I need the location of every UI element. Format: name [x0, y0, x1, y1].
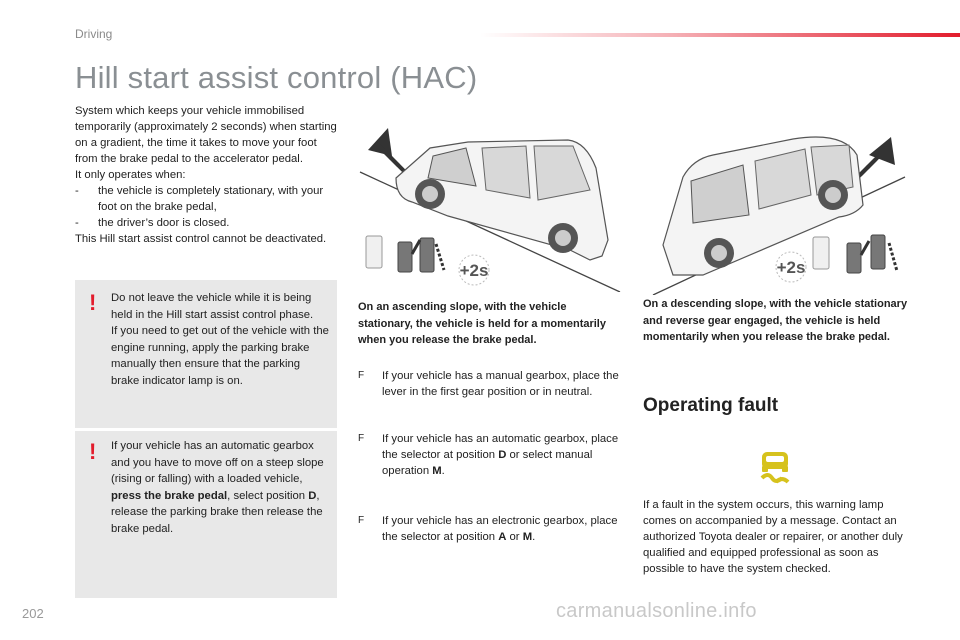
- condition-item: [75, 183, 337, 215]
- timer-label: +2s: [776, 258, 806, 277]
- warning-icon: !: [89, 439, 97, 464]
- condition-text: the vehicle is completely stationary, with your foot on the brake pedal,: [98, 185, 324, 213]
- warning-paragraph: Do not leave the vehicle while it is being held in the Hill start assist control phase.: [111, 292, 314, 321]
- warning-emphasis: D: [308, 489, 317, 502]
- gear-position-a: A: [498, 531, 507, 543]
- pedals-icon: [366, 236, 444, 272]
- van-icon: [663, 137, 863, 275]
- dash-marker: -: [75, 217, 79, 229]
- dash-marker: -: [75, 185, 79, 197]
- bullet-manual-gearbox: [358, 368, 623, 400]
- ascending-slope-lead: On an ascending slope, with the vehicle stationary, the vehicle is held for a momentarily when you release the brake pedal.: [358, 301, 606, 346]
- bullet-text-part: .: [441, 465, 445, 477]
- pedals-icon: [813, 235, 897, 273]
- condition-item: [75, 215, 337, 231]
- warning-text: [111, 290, 331, 389]
- ascending-arrow-icon: [368, 128, 407, 174]
- bullet-text-part: or select manual operation: [382, 449, 593, 477]
- warning-text-part: If your vehicle has an automatic gearbox and you have to move off on a steep slope (rising or falling) with a loaded vehicle,: [111, 440, 324, 485]
- timer-badge: [776, 252, 806, 282]
- gear-position-m: M: [432, 465, 442, 477]
- bullet-text-part: If your vehicle has an automatic gearbox, place the selector at position: [382, 433, 619, 461]
- bullet-marker: F: [358, 433, 365, 444]
- bullet-text: [382, 431, 623, 479]
- gear-position-d: D: [498, 449, 507, 461]
- operating-fault-text: If a fault in the system occurs, this warning lamp comes on accompanied by a message. Contact an authorized Toyota dealer or repairer, or another duly qualified and equipped professional as soon as possible to have the system checked.: [643, 499, 903, 575]
- section-label: Driving: [75, 27, 113, 41]
- bullet-text-part: or: [509, 531, 520, 543]
- intro-note: This Hill start assist control cannot be deactivated.: [75, 233, 327, 245]
- bullet-electronic-gearbox: [358, 513, 623, 545]
- hill-start-warning-icon: [756, 448, 794, 486]
- ascending-slope-illustration: [358, 120, 628, 292]
- bullet-marker: F: [358, 515, 365, 526]
- warning-text: [111, 438, 331, 537]
- warning-text-part: , release the parking brake then release the brake pedal.: [111, 489, 323, 535]
- page-number: 202: [22, 606, 44, 621]
- warning-text-part: , select position: [227, 489, 306, 502]
- intro-conditions-lead: It only operates when:: [75, 169, 186, 181]
- descending-slope-lead: On a descending slope, with the vehicle stationary and reverse gear engaged, the vehicle is held momentarily when you release the brake pedal.: [643, 298, 908, 343]
- gear-position-m: M: [522, 531, 533, 543]
- bullet-text: [382, 513, 623, 545]
- timer-badge: [459, 255, 489, 285]
- timer-label: +2s: [459, 261, 489, 280]
- warning-emphasis: press the brake pedal: [111, 489, 228, 502]
- bullet-text: If your vehicle has a manual gearbox, place the lever in the first gear position or in neutral.: [382, 370, 619, 398]
- bullet-automatic-gearbox: [358, 431, 623, 479]
- intro-paragraph: System which keeps your vehicle immobilised temporarily (approximately 2 seconds) when starting on a gradient, the time it takes to move your foot from the brake pedal to the accelerator pedal.: [75, 105, 337, 165]
- page-title: Hill start assist control (HAC): [75, 60, 478, 95]
- condition-text: the driver’s door is closed.: [98, 217, 230, 229]
- warning-box-stationary: [75, 280, 337, 428]
- bullet-text-part: .: [532, 531, 536, 543]
- operating-fault-heading: Operating fault: [643, 395, 779, 416]
- warning-icon: !: [89, 290, 97, 315]
- warning-box-automatic: [75, 428, 337, 598]
- bullet-marker: F: [358, 370, 365, 381]
- header-accent-bar: [480, 33, 960, 37]
- watermark: carmanualsonline.info: [556, 600, 757, 622]
- bullet-text-part: If your vehicle has an electronic gearbox, place the selector at position: [382, 515, 618, 543]
- descending-slope-illustration: [643, 125, 918, 295]
- warning-paragraph: If you need to get out of the vehicle with the engine running, apply the parking brake manually then ensure that the parking brake indicator lamp is on.: [111, 325, 329, 387]
- intro-text: [75, 103, 337, 247]
